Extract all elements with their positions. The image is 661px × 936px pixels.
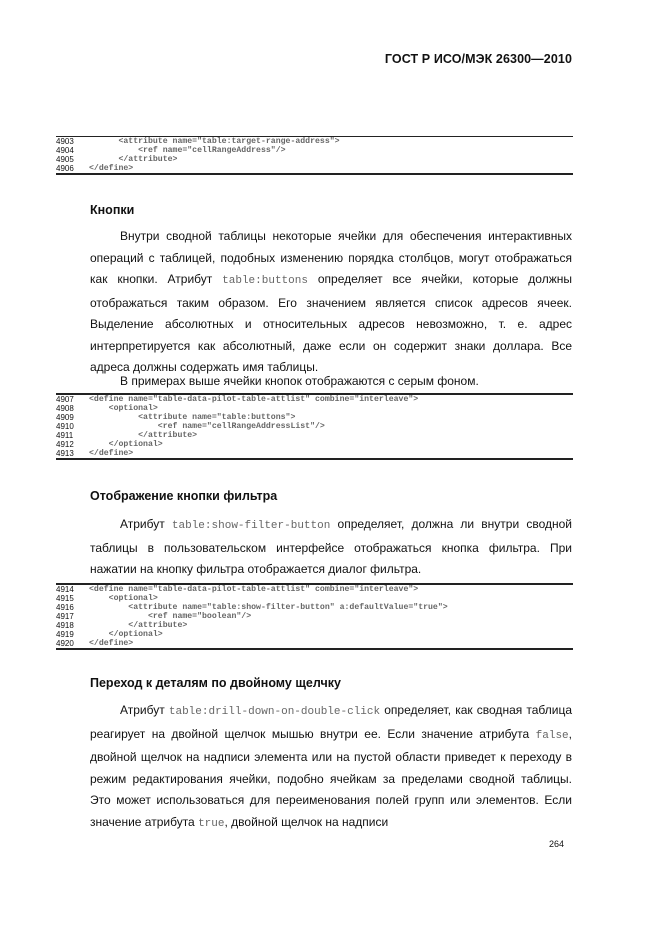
line-number: 4903: [56, 137, 74, 146]
heading-filter-button: Отображение кнопки фильтра: [90, 489, 278, 503]
code-line: [56, 146, 573, 155]
code-text: </attribute>: [89, 155, 178, 164]
line-number: 4907: [56, 395, 74, 404]
code-text: </define>: [89, 449, 134, 458]
code-text: <optional>: [89, 404, 158, 413]
line-number: 4905: [56, 155, 74, 164]
paragraph-filter-button: Атрибут table:show-filter-button определяет, должна ли внутри сводной таблицы в пользовательском интерфейсе отображаться кнопка фильтра. При нажатии на кнопку фильтра отображается диалог фильтра.: [90, 517, 572, 576]
paragraph-drill-down: Атрибут table:drill-down-on-double-click определяет, как сводная таблица реагирует на двойной щелчок мышью внутри ее. Если значение атрибута false, двойной щелчок на надписи элемента или на пустой области приведет к переходу в режим редактирования ячейки, подобно ячейкам за пределами сводной таблицы. Это может использоваться для переименования полей групп или элементов. Если значение атрибута true, двойной щелчок на надписи: [90, 703, 573, 830]
code-line: [56, 440, 573, 449]
code-block-4903: [56, 136, 573, 175]
code-text: </attribute>: [89, 431, 198, 440]
code-line: [56, 639, 573, 648]
code-text: </attribute>: [89, 621, 188, 630]
line-number: 4906: [56, 164, 74, 173]
code-line: [56, 621, 573, 630]
code-line: [56, 630, 573, 639]
code-true: true: [198, 817, 225, 830]
line-number: 4912: [56, 440, 74, 449]
paragraph-buttons: Внутри сводной таблицы некоторые ячейки для обеспечения интерактивных операций с таблицей, подобных изменению порядка столбцов, могут отображаться как кнопки. Атрибут table:buttons определяет все ячейки, которые должны отображаться таким образом. Его значением является список адресов ячеек. Выделение абсолютных и относительных адресов невозможно, т. е. адрес интерпретируется как абсолютный, даже если он содержит знаки доллара. Все адреса должны содержать имя таблицы.: [90, 229, 572, 374]
paragraph-buttons-note: В примерах выше ячейки кнопок отображаются с серым фоном.: [120, 374, 479, 388]
code-show-filter-button: table:show-filter-button: [171, 520, 331, 532]
code-line: [56, 612, 573, 621]
line-number: 4909: [56, 413, 74, 422]
line-number: 4904: [56, 146, 74, 155]
code-line: [56, 137, 573, 146]
code-text: </define>: [89, 164, 134, 173]
line-number: 4916: [56, 603, 74, 612]
line-number: 4910: [56, 422, 74, 431]
code-line: [56, 422, 573, 431]
code-false: false: [535, 729, 569, 742]
code-line: [56, 449, 573, 458]
code-block-4907: [56, 393, 573, 460]
line-number: 4915: [56, 594, 74, 603]
code-text: </optional>: [89, 440, 163, 449]
code-text: <optional>: [89, 594, 158, 603]
code-drill-down-on-double-click: table:drill-down-on-double-click: [168, 706, 381, 718]
heading-drill-down: Переход к деталям по двойному щелчку: [90, 676, 341, 690]
code-text: <attribute name="table:buttons">: [89, 413, 296, 422]
line-number: 4911: [56, 431, 74, 440]
code-line: [56, 431, 573, 440]
code-text: <attribute name="table:target-range-address">: [89, 137, 340, 146]
code-text: <ref name="cellRangeAddress"/>: [89, 146, 286, 155]
line-number: 4918: [56, 621, 74, 630]
code-line: [56, 164, 573, 173]
code-text: <ref name="boolean"/>: [89, 612, 252, 621]
heading-buttons: Кнопки: [90, 203, 135, 217]
code-text: </optional>: [89, 630, 163, 639]
line-number: 4913: [56, 449, 74, 458]
page-number: 264: [549, 839, 565, 849]
line-number: 4917: [56, 612, 74, 621]
code-text: <ref name="cellRangeAddressList"/>: [89, 422, 325, 431]
code-line: [56, 603, 573, 612]
code-line: [56, 395, 573, 404]
code-text: </define>: [89, 639, 134, 648]
code-line: [56, 594, 573, 603]
line-number: 4920: [56, 639, 74, 648]
line-number: 4914: [56, 585, 74, 594]
code-line: [56, 404, 573, 413]
code-line: [56, 155, 573, 164]
line-number: 4908: [56, 404, 74, 413]
document-header: ГОСТ Р ИСО/МЭК 26300—2010: [384, 52, 572, 66]
code-table-buttons: table:buttons: [222, 275, 308, 287]
line-number: 4919: [56, 630, 74, 639]
code-text: <attribute name="table:show-filter-button" a:defaultValue="true">: [89, 603, 448, 612]
code-line: [56, 413, 573, 422]
code-block-4914: [56, 583, 573, 650]
code-text: <define name="table-data-pilot-table-attlist" combine="interleave">: [89, 585, 419, 594]
code-line: [56, 585, 573, 594]
code-text: <define name="table-data-pilot-table-attlist" combine="interleave">: [89, 395, 419, 404]
